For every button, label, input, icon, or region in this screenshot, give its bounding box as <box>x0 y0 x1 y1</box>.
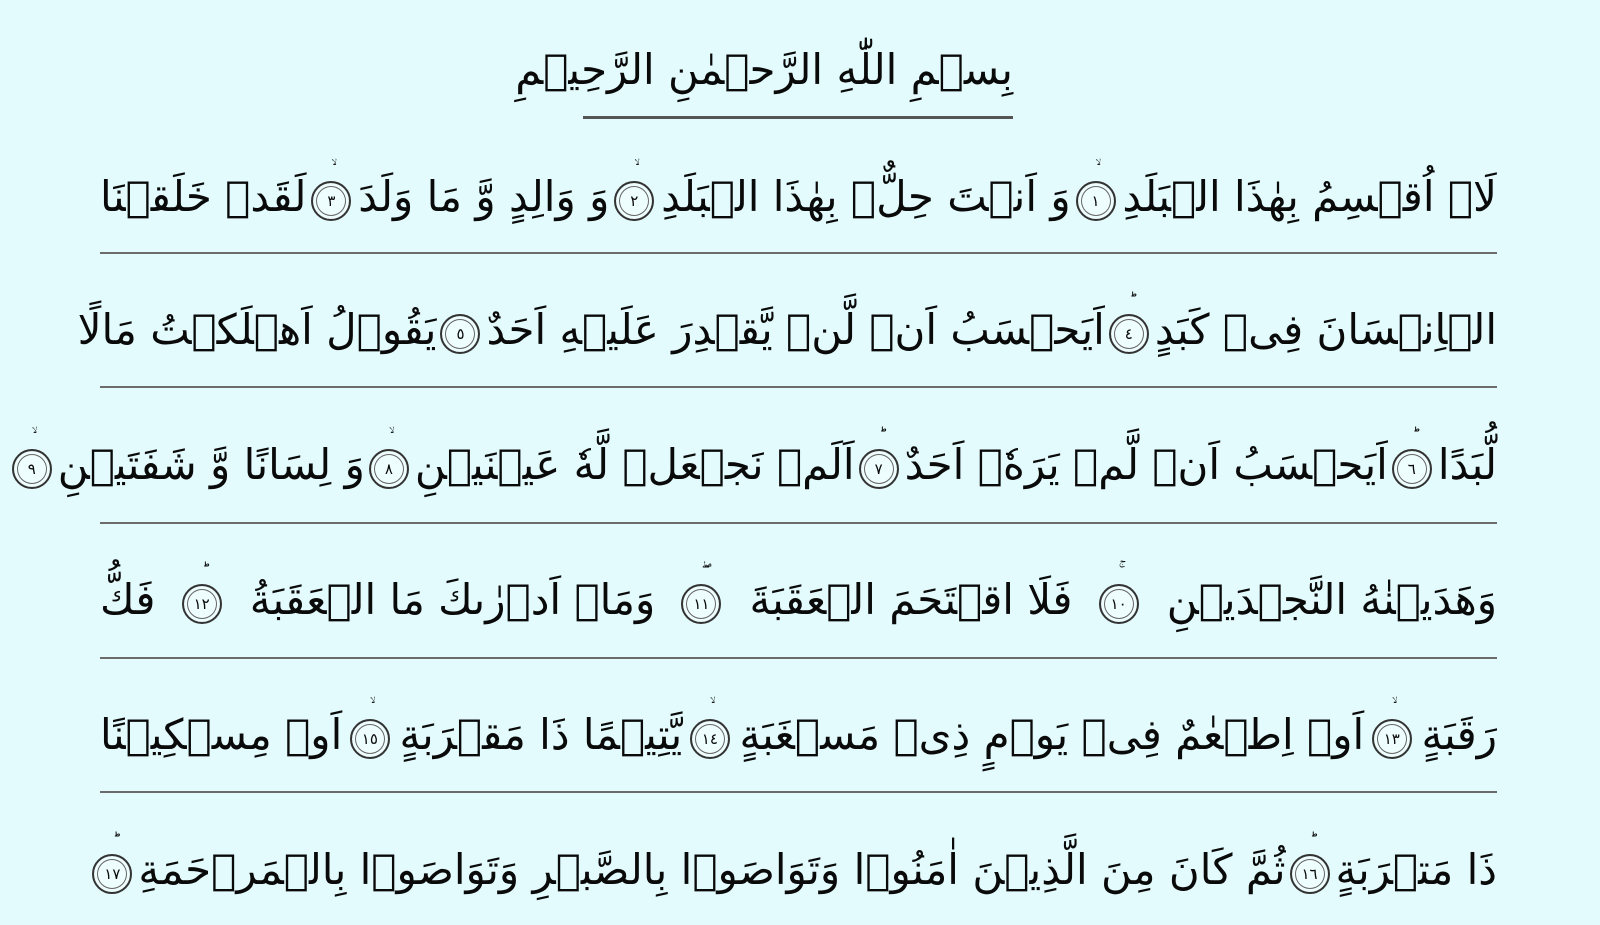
waqf-sign <box>1388 425 1436 449</box>
ayah-number-marker <box>610 165 660 229</box>
verse-text: وَهَدَيۡنٰهُ النَّجۡدَيۡنِ <box>1166 575 1497 624</box>
ayah-number: ١٣ <box>1383 730 1400 748</box>
ayah-number-marker <box>1105 298 1155 362</box>
waqf-sign <box>1368 695 1416 719</box>
ayah-number-marker <box>8 433 58 497</box>
ayah-number-marker <box>1368 703 1418 767</box>
verse-text: وَ اَنۡتَ حِلٌّۢ بِهٰذَا الۡبَلَدِ <box>661 172 1071 221</box>
ayah-number-marker <box>178 568 228 632</box>
ayah-number-marker <box>436 298 486 362</box>
ayah-number-marker <box>686 703 736 767</box>
verse-text: لَقَدۡ خَلَقۡنَا <box>100 172 307 221</box>
ayah-number-marker <box>1286 838 1336 902</box>
ayah-number: ٢ <box>630 192 639 210</box>
ayah-number: ٥ <box>456 325 465 343</box>
verse-line-6 <box>100 815 1497 925</box>
verse-text: وَ وَالِدٍ وَّ مَا وَلَدَ <box>358 172 610 221</box>
ayah-number-marker <box>1095 568 1145 632</box>
waqf-sign <box>686 695 734 719</box>
line-divider <box>100 252 1497 254</box>
waqf-sign <box>610 157 658 181</box>
verse-text: رَقَبَةٍ <box>1421 710 1497 759</box>
verse-text: اَلَمۡ نَجۡعَلۡ لَّهٗ عَيۡنَيۡنِ <box>414 440 855 489</box>
verse-line-1 <box>100 142 1497 252</box>
ayah-number: ١٥ <box>361 730 378 748</box>
ayah-number: ٣ <box>327 192 336 210</box>
verse-text: يَقُوۡلُ اَهۡلَكۡتُ مَالًا <box>77 305 437 354</box>
ayah-number: ٧ <box>874 460 883 478</box>
verse-text: اَيَحۡسَبُ اَنۡ لَّنۡ يَّقۡدِرَ عَلَيۡهِ اَحَدٌ <box>486 305 1105 354</box>
ayah-number-marker <box>88 838 138 902</box>
verse-text: وَ لِسَانًا وَّ شَفَتَيۡنِ <box>57 440 365 489</box>
waqf-sign <box>365 425 413 449</box>
verse-text: فَكُّ <box>100 575 156 624</box>
verse-text: اَيَحۡسَبُ اَنۡ لَّمۡ يَرَهٗۤ اَحَدٌ <box>904 440 1388 489</box>
ayah-number-marker <box>346 703 396 767</box>
ayah-number-marker <box>1072 165 1122 229</box>
verse-text: ثُمَّ كَانَ مِنَ الَّذِيۡنَ اٰمَنُوۡا وَتَوَاصَوۡا بِالصَّبۡرِ وَتَوَاصَوۡا بِالۡمَرۡحَمَةِ <box>138 845 1286 894</box>
waqf-sign <box>1105 290 1153 314</box>
line-divider <box>100 522 1497 524</box>
verse-text: اَوۡ اِطۡعٰمٌ فِىۡ يَوۡمٍ ذِىۡ مَسۡغَبَةٍ <box>739 710 1365 759</box>
waqf-sign <box>307 157 355 181</box>
ayah-number-marker <box>1388 433 1438 497</box>
ayah-number-marker <box>677 568 727 632</box>
waqf-sign <box>346 695 394 719</box>
verse-text: لَاۤ اُقۡسِمُ بِهٰذَا الۡبَلَدِ <box>1122 172 1497 221</box>
bismillah-heading: بِسۡمِ اللّٰهِ الرَّحۡمٰنِ الرَّحِيۡمِ <box>515 45 1013 94</box>
waqf-sign <box>8 425 56 449</box>
verse-text: يَّتِيۡمًا ذَا مَقۡرَبَةٍ <box>399 710 683 759</box>
verse-text: اَوۡ مِسۡكِيۡنًا <box>100 710 343 759</box>
ayah-number-marker <box>855 433 905 497</box>
verse-text: فَلَا اقۡتَحَمَ الۡعَقَبَةَ <box>749 575 1073 624</box>
ayah-number: ١٧ <box>104 865 121 883</box>
verse-text: الۡاِنۡسَانَ فِىۡ كَبَدٍ <box>1154 305 1497 354</box>
verse-line-3 <box>27 410 1497 520</box>
ayah-number: ٦ <box>1407 460 1416 478</box>
verse-line-2 <box>77 275 1497 385</box>
verse-text: وَمَاۤ اَدۡرٰٮكَ مَا الۡعَقَبَةُ <box>249 575 656 624</box>
verse-line-5 <box>100 680 1497 790</box>
waqf-sign <box>1095 560 1143 584</box>
ayah-number: ١ <box>1091 192 1100 210</box>
line-divider <box>100 657 1497 659</box>
ayah-number: ٨ <box>384 460 393 478</box>
line-divider <box>100 386 1497 388</box>
waqf-sign <box>88 830 136 854</box>
ayah-number: ١١ <box>693 595 710 613</box>
ayah-number: ٩ <box>27 460 36 478</box>
waqf-sign <box>1072 157 1120 181</box>
ayah-number: ١٠ <box>1110 595 1127 613</box>
ayah-number: ١٤ <box>701 730 718 748</box>
waqf-sign <box>677 560 725 584</box>
ayah-number-marker <box>307 165 357 229</box>
ayah-number: ١٢ <box>193 595 210 613</box>
ayah-number: ٤ <box>1124 325 1133 343</box>
waqf-sign <box>855 425 903 449</box>
line-divider <box>100 791 1497 793</box>
verse-text: لُّبَدًا <box>1437 440 1497 489</box>
waqf-sign <box>178 560 226 584</box>
waqf-sign <box>1286 830 1334 854</box>
bismillah-underline <box>583 116 1013 119</box>
verse-line-4 <box>100 545 1497 655</box>
verse-text: ذَا مَتۡرَبَةٍ <box>1335 845 1497 894</box>
ayah-number: ١٦ <box>1301 865 1318 883</box>
ayah-number-marker <box>365 433 415 497</box>
